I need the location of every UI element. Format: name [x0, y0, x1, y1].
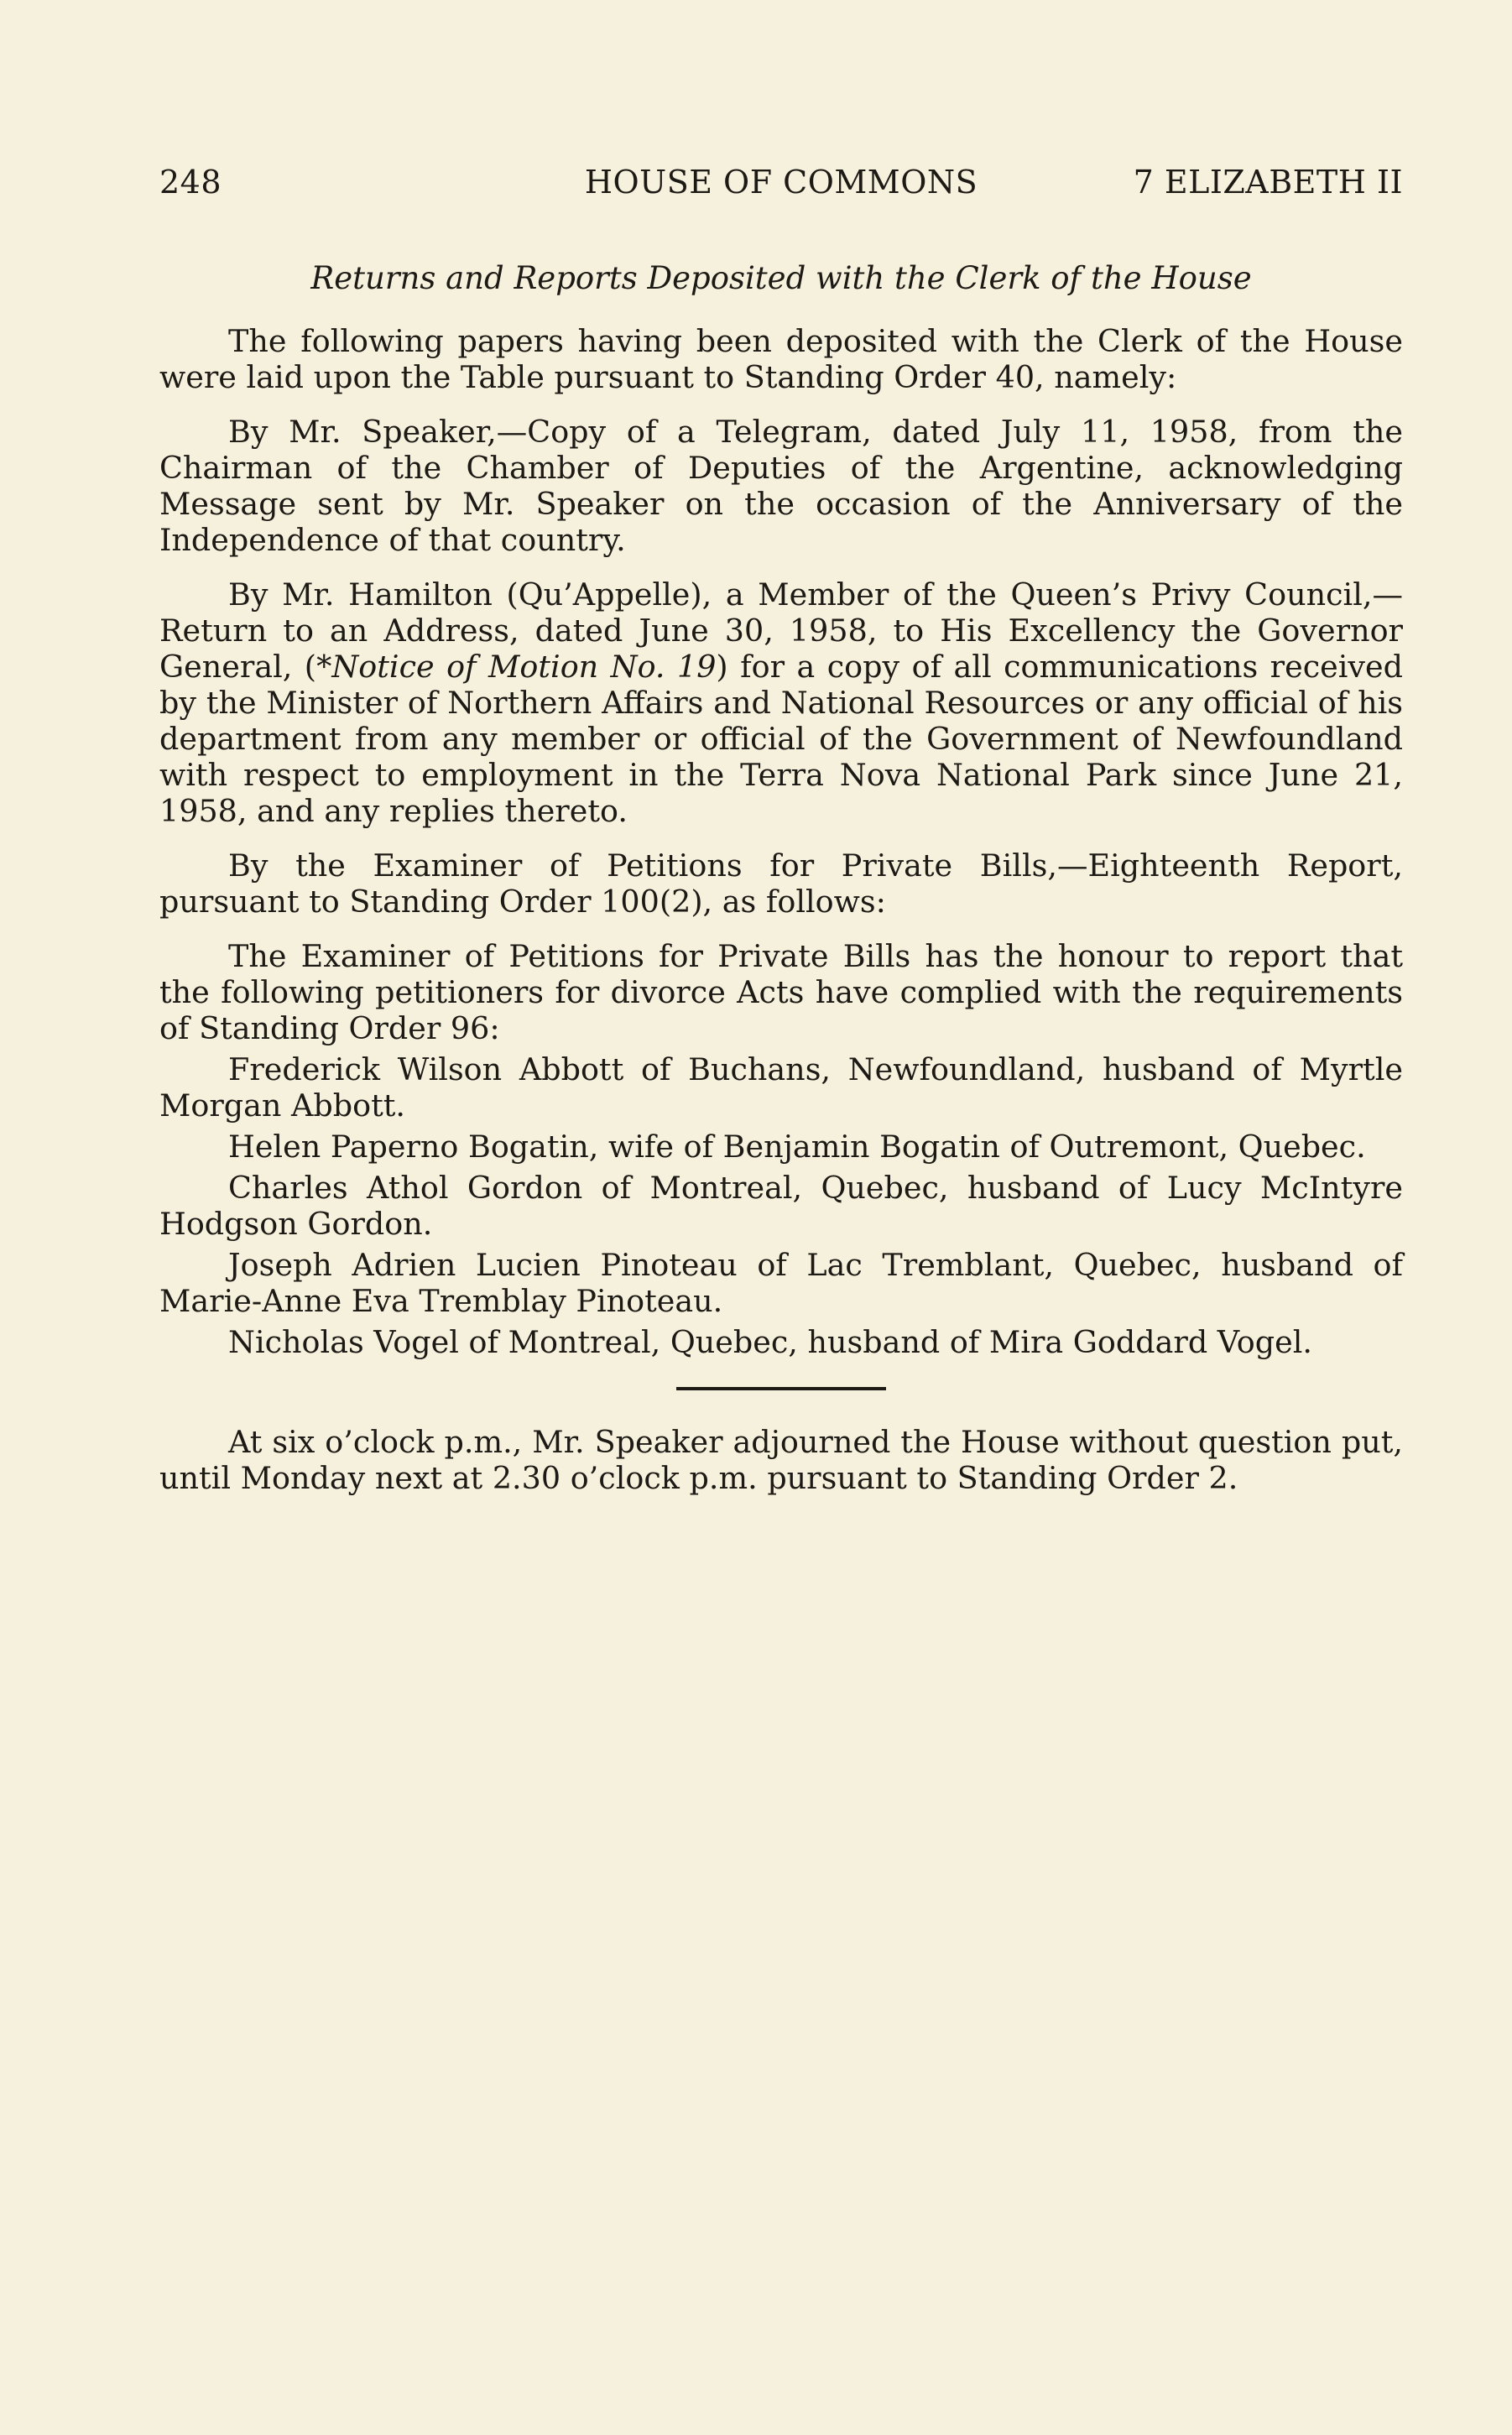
hamilton-text-start: By Mr. Hamilton (Qu’Appelle), a Member of the Queen’s Privy Council,—Return to an Address, dated June 30, 1958, to His Excellency the Governor General, ( — [159, 576, 1403, 685]
petitioner-item: Helen Paperno Bogatin, wife of Benjamin Bogatin of Outremont, Quebec. — [228, 1129, 1366, 1165]
journal-title: HOUSE OF COMMONS — [584, 164, 978, 201]
intro-paragraph: The following papers having been deposited with the Clerk of the House were laid upon the Table pursuant to Standing Order 40, namely: — [159, 323, 1403, 395]
speaker-paragraph: By Mr. Speaker,—Copy of a Telegram, dated July 11, 1958, from the Chairman of the Chamber of Deputies of the Argentine, acknowledging Message sent by Mr. Speaker on the occasion of the Anniversary of the Independence of that country. — [159, 414, 1403, 558]
section-divider — [676, 1387, 886, 1390]
petitioner-item: Nicholas Vogel of Montreal, Quebec, husband of Mira Goddard Vogel. — [228, 1324, 1313, 1360]
notice-of-motion-reference: *Notice of Motion No. 19 — [316, 649, 717, 685]
examiner-paragraph: By the Examiner of Petitions for Private Bills,—Eighteenth Report, pursuant to Standing Order 100(2), as follows: — [159, 847, 1403, 920]
hamilton-text-end: ) for a copy of all communications received by the Minister of Northern Affairs and National Resources or any official of his department from any member or official of the Government of Newfoundland with respect to employment in the Terra Nova National Park since June 21, 1958, and any replies thereto. — [159, 649, 1403, 829]
petitioner-item: Joseph Adrien Lucien Pinoteau of Lac Tremblant, Quebec, husband of Marie-Anne Eva Tremblay Pinoteau. — [159, 1247, 1403, 1319]
report-paragraph: The Examiner of Petitions for Private Bills has the honour to report that the following petitioners for divorce Acts have complied with the requirements of Standing Order 96: — [159, 938, 1403, 1046]
regnal-year: 7 ELIZABETH II — [1133, 164, 1403, 201]
page-number: 248 — [159, 164, 222, 201]
petitioner-item: Charles Athol Gordon of Montreal, Quebec, husband of Lucy McIntyre Hodgson Gordon. — [159, 1170, 1403, 1242]
hamilton-paragraph — [159, 576, 1403, 829]
adjournment-paragraph: At six o’clock p.m., Mr. Speaker adjourned the House without question put, until Monday next at 2.30 o’clock p.m. pursuant to Standing Order 2. — [159, 1424, 1403, 1496]
petitioner-item: Frederick Wilson Abbott of Buchans, Newfoundland, husband of Myrtle Morgan Abbott. — [159, 1051, 1403, 1124]
running-header — [159, 164, 1403, 217]
section-title: Returns and Reports Deposited with the Clerk of the House — [310, 260, 1252, 296]
document-page — [159, 164, 1403, 1496]
